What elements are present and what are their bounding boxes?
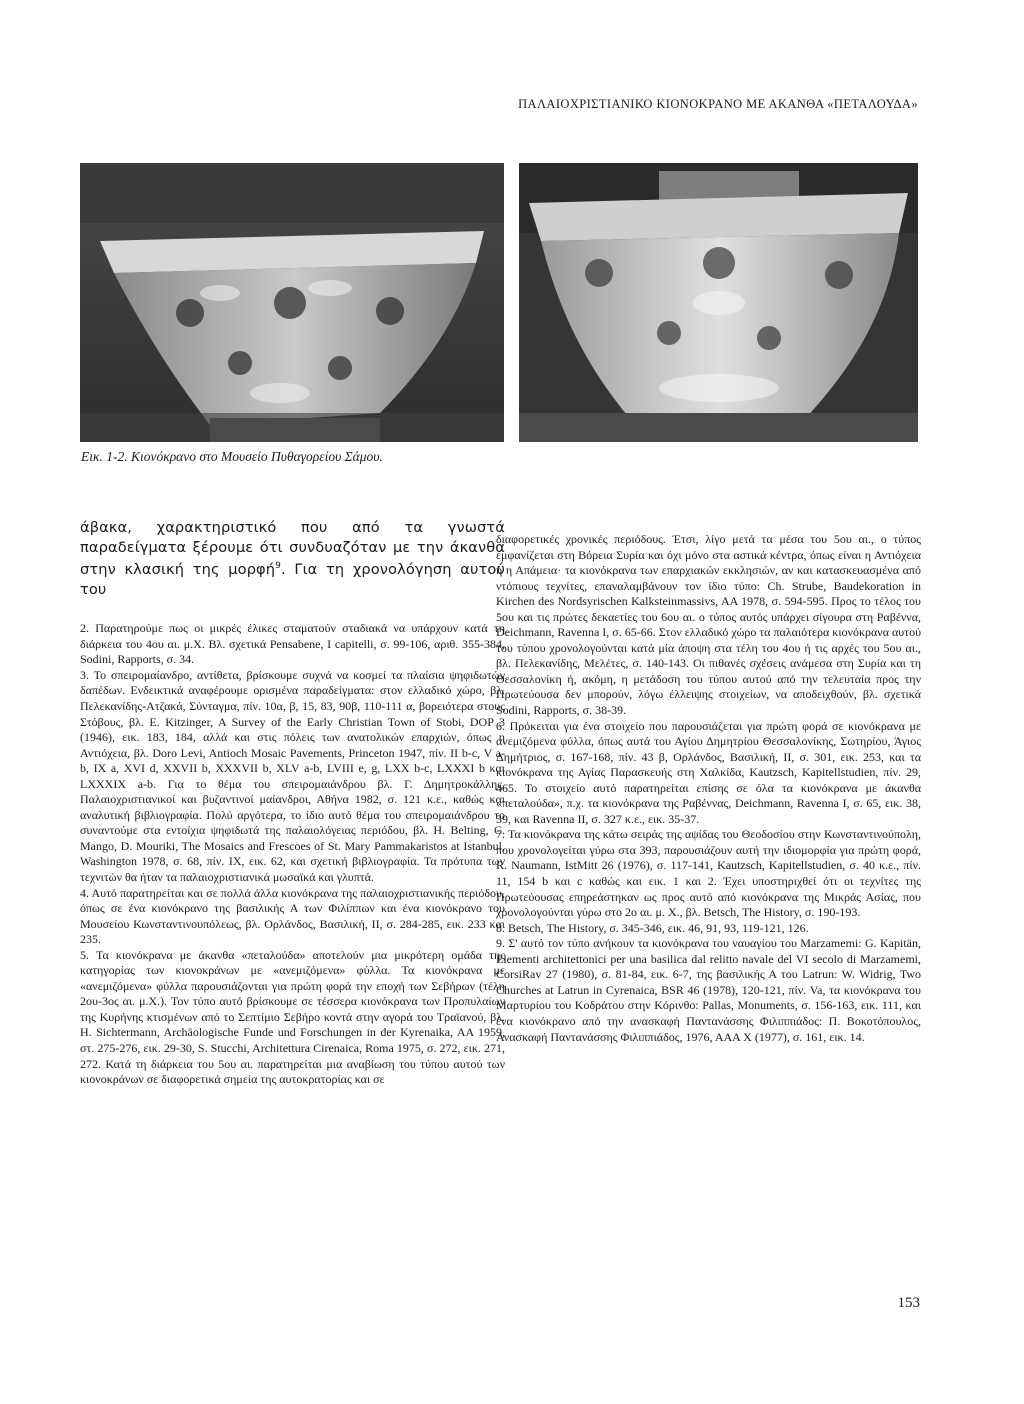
footnote-5: 5. Τα κιονόκρανα με άκανθα «πεταλούδα» αποτελούν μια μικρότερη ομάδα της κατηγορίας των κιονοκράνων με «ανεμιζόμενα» φύλλα. Τα κιονόκρανα με «ανεμιζόμενα» φύλλα παρουσιάζονται για πρώτη φορά την εποχή των Σεβήρων (τέλη 2ου-3ος αι. μ.Χ.). Τον τύπο αυτό βρίσκουμε σε τέσσερα κιονόκρανα των Προπυλαίων της Κυρήνης κτισμένων από το Σεπτίμιο Σεβήρο κοντά στην αγορά του Τραϊανού, βλ. H. Sichtermann, Archäologische Funde und Forschungen in der Kyrenaika, AA 1959, στ. 275-276, εικ. 29-30, S. Stucchi, Architettura Cirenaica, Roma 1975, σ. 272, εικ. 271, 272. Κατά τη διάρκεια του 5ου αι. παρατηρείται μια αναβίωση του τύπου αυτού των κιονοκράνων σε διαφορετικά σημεία της αυτοκρατορίας και σε [80, 947, 505, 1087]
lead-note-ref: 9 [275, 561, 281, 572]
figure-caption: Εικ. 1-2. Κιονόκρανο στο Μουσείο Πυθαγορείου Σάμου. [81, 449, 383, 464]
footnote-3: 3. Το σπειρομαίανδρο, αντίθετα, βρίσκουμε συχνά να κοσμεί τα πλαίσια ψηφιδωτών δαπέδων. Ενδεικτικά αναφέρουμε ορισμένα παραδείγματα: στον ελλαδικό χώρο, βλ. Πελεκανίδης-Ατζακά, Σύνταγμα, πίν. 10α, β, 15, 83, 90β, 110-111 α, βορειότερα στους Στόβους, βλ. E. Kitzinger, A Survey of the Early Christian Town of Stobi, DOP 3 (1946), εικ. 183, 184, αλλά και στις πόλεις των ανατολικών επαρχιών, όπως η Αντιόχεια, βλ. Doro Levi, Antioch Mosaic Pavements, Princeton 1947, πίν. II b-c, V a-b, IX a, XVI d, XXVII b, XXXVII b, XLV a-b, LVIII e, g, LXX b-c, LXXXI b και LXXXIX a-b. Για το θέμα του σπειρομαιάνδρου βλ. Γ. Δημητροκάλλης, Παλαιοχριστιανικοί και βυζαντινοί μαίανδροι, Αθήνα 1982, σ. 121 κ.ε., καθώς και αναλυτική βιβλιογραφία. Πολύ αργότερα, το ίδιο αυτό θέμα του σπειρομαιάνδρου το συναντούμε στα εντοίχια ψηφιδωτά της παλαιολόγειας περιόδου, βλ. H. Belting, C. Mango, D. Mouriki, The Mosaics and Frescoes of St. Mary Pammakaristos at Istanbul, Washington 1978, σ. 68, πίν. IX, εικ. 62, και σχετική βιβλιογραφία. Τα πρότυπα των τεχνιτών θα ήταν τα παλαιοχριστιανικά μωσαϊκά και γλυπτά. [80, 667, 505, 884]
footnote-5-continued: διαφορετικές χρονικές περιόδους. Έτσι, λίγο μετά τα μέσα του 5ου αι., ο τύπος εμφανίζεται στη Βόρεια Συρία και όχι μόνο στα αστικά κέντρα, όπως είναι η Αντιόχεια ή η Απάμεια· τα κιονόκρανα των επαρχιακών εκκλησιών, αν και κατασκευασμένα από ντόπιους τεχνίτες, επαναλαμβάνουν τον ίδιο τύπο: Ch. Strube, Baudekoration in Kirchen des Nordsyrischen Kalksteinmassivs, AA 1978, σ. 594-595. Προς το τέλος του 5ου και τις πρώτες δεκαετίες του 6ου αι. ο τύπος αυτός υπάρχει σίγουρα στη Ραβέννα, Deichmann, Ravenna I, σ. 65-66. Στον ελλαδικό χώρο τα παλαιότερα κιονόκρανα αυτού του τύπου χρονολογούνται κατά μία άποψη στα τέλη του 4ου ή τις αρχές του 5ου αι., βλ. Πελεκανίδης, Μελέτες, σ. 140-143. Οι πιθανές σχέσεις ανάμεσα στη Συρία και τη Θεσσαλονίκη ή, ακόμη, η μετάδοση του τύπου αυτού από την τελευταία προς την Πρωτεύουσα δεν μπορούν, λόγω έλλειψης στοιχείων, να αποδειχθούν, βλ. σχετικά Sodini, Rapports, σ. 38-39. [496, 532, 922, 718]
lead-tail: . Για τη χρονολόγηση αυτού του [80, 561, 505, 598]
footnote-8: 8. Betsch, The History, σ. 345-346, εικ. 46, 91, 93, 119-121, 126. [496, 920, 809, 935]
footnote-2: 2. Παρατηρούμε πως οι μικρές έλικες σταματούν σταδιακά να υπάρχουν κατά τη διάρκεια του 4ου αι. μ.Χ. Βλ. σχετικά Pensabene, I capitelli, σ. 99-106, αριθ. 355-384, Sodini, Rapports, σ. 34. [80, 621, 505, 667]
right-column [496, 532, 921, 1045]
running-head: ΠΑΛΑΙΟΧΡΙΣΤΙΑΝΙΚΟ ΚΙΟΝΟΚΡΑΝΟ ΜΕ ΑΚΑΝΘΑ «ΠΕΤΑΛΟΥΔΑ» [518, 97, 918, 111]
page-number: 153 [897, 1295, 920, 1311]
footnote-4: 4. Αυτό παρατηρείται και σε πολλά άλλα κιονόκρανα της παλαιοχριστιανικής περιόδου, όπως σε ένα κιονόκρανο της βασιλικής Α των Φιλίππων και ένα κιονόκρανο του Μουσείου Κωνσταντινουπόλεως, βλ. Ορλάνδος, Βασιλική, II, σ. 284-285, εικ. 233 και 235. [80, 885, 505, 947]
photo-capital-1 [80, 163, 504, 442]
footnote-7: 7. Τα κιονόκρανα της κάτω σειράς της αψίδας του Θεοδοσίου στην Κωνσταντινούπολη, που χρονολογείται γύρω στα 393, παρουσιάζουν αυτή την ιδιομορφία για πρώτη φορά, R. Naumann, IstMitt 26 (1976), σ. 117-141, Kautzsch, Kapitellstudien, σ. 40 κ.ε., πίν. 11, 154 b και c καθώς και εικ. 1 και 2. Έχει υποστηριχθεί ότι οι τεχνίτες της Πρωτεύουσας επηρεάστηκαν ως προς αυτό από κιονόκρανα της Μικράς Ασίας, που χρονολογούνται γύρω στο 2ο αι. μ. Χ., βλ. Betsch, The History, σ. 190-193. [496, 827, 921, 920]
lead-text: άβακα, χαρακτηριστικό που από τα γνωστά παραδείγματα ξέρουμε ότι συνδυαζόταν με την άκανθα στην κλασική της μορφή [80, 519, 505, 579]
photo-capital-2 [519, 163, 918, 442]
left-column [80, 518, 505, 1088]
footnote-6: 6. Πρόκειται για ένα στοιχείο που παρουσιάζεται για πρώτη φορά σε κιονόκρανα με ανεμιζόμενα φύλλα, όπως αυτά του Αγίου Δημητρίου Θεσσαλονίκης, Σωτηρίου, Άγιος Δημήτριος, σ. 167-168, πίν. 43 β, Ορλάνδος, Βασιλική, II, σ. 301, εικ. 253, και τα κιονόκρανα της Αγίας Παρασκευής στη Χαλκίδα, Kautzsch, Kapitellstudien, πίν. 29, 465. Το στοιχείο αυτό παρατηρείται επίσης σε όλα τα κιονόκρανα με άκανθα «πεταλούδα», π.χ. τα κιονόκρανα της Ραβέννας, Deichmann, Ravenna I, σ. 65, εικ. 38, 39, και Ravenna II, σ. 327 κ.ε., εικ. 35-37. [496, 718, 921, 826]
footnote-9: 9. Σ' αυτό τον τύπο ανήκουν τα κιονόκρανα του ναυαγίου του Marzamemi: G. Kapitän, Elementi architettonici per una basilica dal relitto navale del VI secolo di Marzamemi, CorsiRav 27 (1980), σ. 81-84, εικ. 6-7, της βασιλικής Α του Latrun: W. Widrig, Two Churches at Latrun in Cyrenaica, BSR 46 (1978), 120-121, πίν. Va, τα κιονόκρανα του Μαρτυρίου του Κοδράτου στην Κόρινθο: Pallas, Monuments, σ. 156-163, εικ. 111, και ένα κιονόκρανο από την ανασκαφή Παντανάσσης Φιλιππιάδος: Π. Βοκοτόπουλος, Ανασκαφή Παντανάσσης Φιλιππιάδος, 1976, ΑΑΑ Χ (1977), σ. 161, εικ. 14. [496, 936, 921, 1044]
lead-paragraph [80, 518, 505, 599]
